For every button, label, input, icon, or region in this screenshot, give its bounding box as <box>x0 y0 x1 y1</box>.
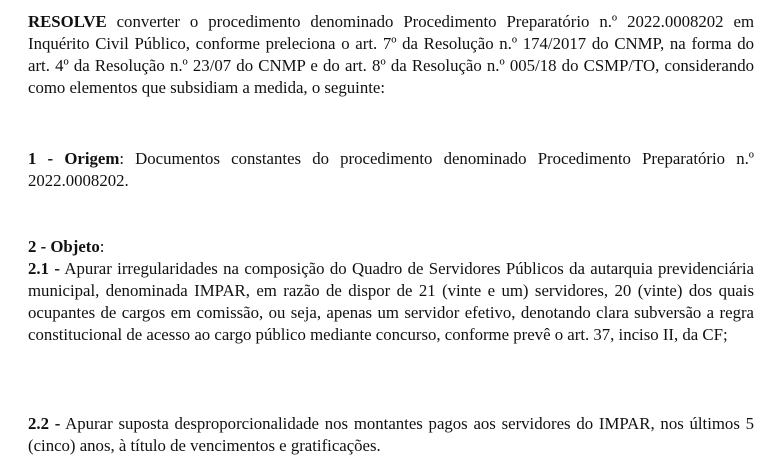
origem-heading: 1 - Origem <box>28 149 120 168</box>
item-2-2-text: Apurar suposta desproporcionalidade nos montantes pagos aos servidores do IMPAR, nos últimos 5 (cinco) anos, à título de vencimentos e gratificações. <box>28 414 754 455</box>
item-2-1-paragraph <box>28 258 754 346</box>
objeto-heading-paragraph <box>28 236 754 258</box>
item-2-2-label: 2.2 - <box>28 414 61 433</box>
resolve-paragraph <box>28 11 754 99</box>
objeto-heading: 2 - Objeto <box>28 237 100 256</box>
item-2-2-paragraph <box>28 413 754 457</box>
origem-paragraph <box>28 148 754 192</box>
origem-text: : Documentos constantes do procedimento denominado Procedimento Preparatório n.º 2022.0008202. <box>28 149 755 190</box>
item-2-1-label: 2.1 - <box>28 259 60 278</box>
resolve-lead: RESOLVE <box>28 12 107 31</box>
objeto-colon: : <box>99 237 105 256</box>
item-2-1-text: Apurar irregularidades na composição do Quadro de Servidores Públicos da autarquia previdenciária municipal, denominada IMPAR, em razão de dispor de 21 (vinte e um) servidores, 20 (vinte) dos quais ocupantes de cargos em comissão, ou seja, apenas um servidor efetivo, denotando clara subversão a regra constitucional de acesso ao cargo público mediante concurso, conforme prevê o art. 37, inciso II, da CF; <box>28 259 754 344</box>
resolve-text: converter o procedimento denominado Procedimento Preparatório n.º 2022.0008202 em Inquérito Civil Público, conforme preleciona o art. 7º da Resolução n.º 174/2017 do CNMP, na forma do art. 4º da Resolução n.º 23/07 do CNMP e do art. 8º da Resolução n.º 005/18 do CSMP/TO, considerando como elementos que subsidiam a medida, o seguinte: <box>28 12 754 97</box>
